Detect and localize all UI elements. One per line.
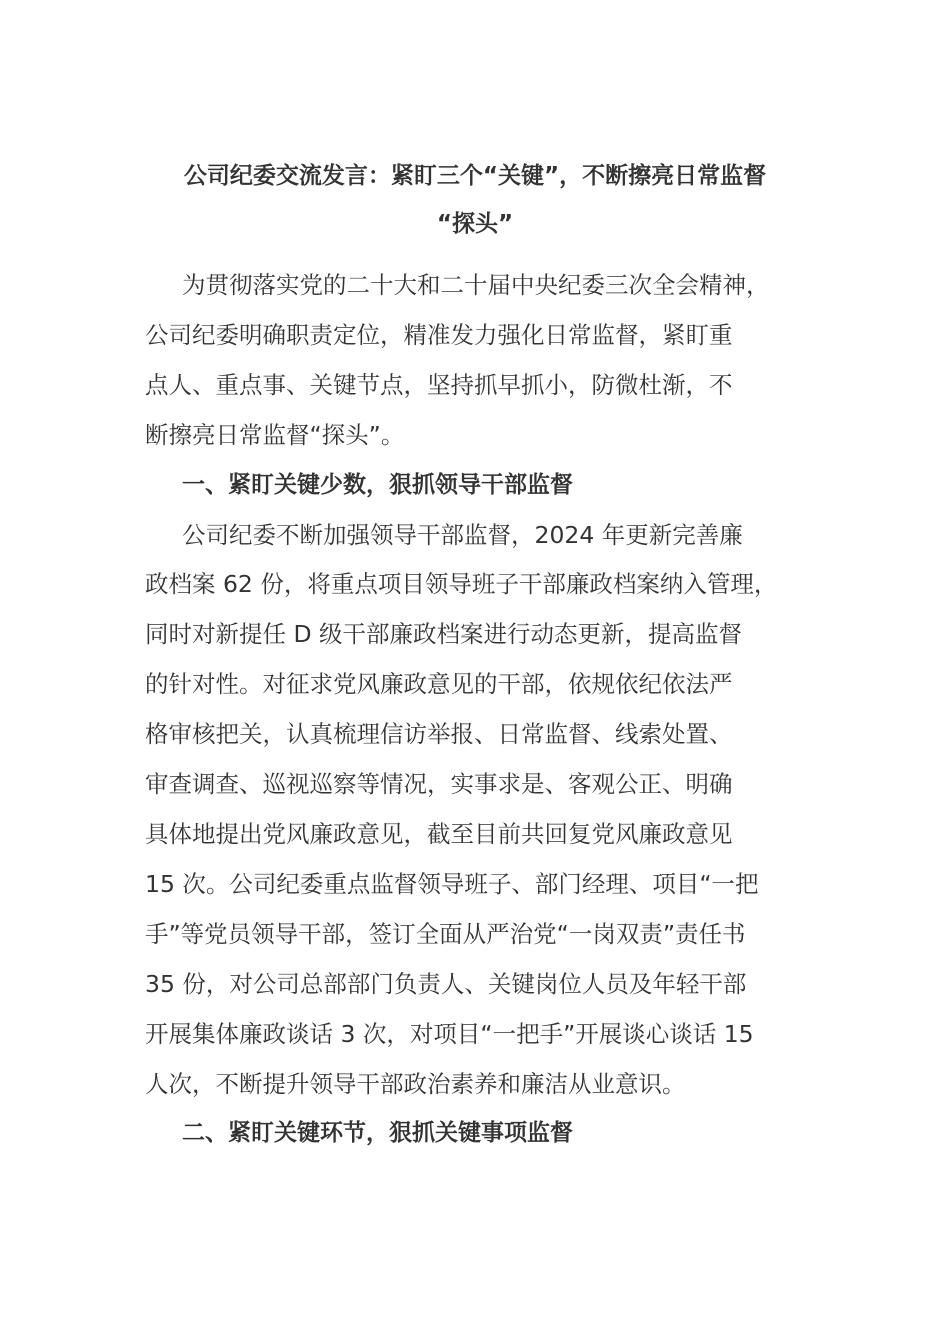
- section-1-line-5: 格审核把关，认真梳理信访举报、日常监督、线索处置、: [145, 720, 733, 749]
- document-body: [145, 261, 835, 1159]
- section-1-line-7: 具体地提出党风廉政意见，截至目前共回复党风廉政意见: [145, 819, 733, 848]
- section-1-line-9: 手”等党员领导干部，签订全面从严治党“一岗双责”责任书: [145, 919, 746, 948]
- section-1-line-11: 开展集体廉政谈话 3 次，对项目“一把手”开展谈心谈话 15: [145, 1019, 754, 1048]
- intro-line-4: 断擦亮日常监督“探头”。: [145, 420, 405, 449]
- section-1-heading-text: 一、紧盯关键少数，狠抓领导干部监督: [182, 471, 573, 498]
- section-1-line-1: 公司纪委不断加强领导干部监督，2024 年更新完善廉: [182, 520, 743, 549]
- section-1-line-4: 的针对性。对征求党风廉政意见的干部，依规依纪依法严: [145, 670, 733, 699]
- section-1-line-10: 35 份，对公司总部部门负责人、关键岗位人员及年轻干部: [145, 969, 747, 998]
- section-1-line-6: 审查调查、巡视巡察等情况，实事求是、客观公正、明确: [145, 770, 733, 799]
- section-1-line-8: 15 次。公司纪委重点监督领导班子、部门经理、项目“一把: [145, 869, 759, 898]
- intro-paragraph: [145, 261, 835, 461]
- intro-line-1: 为贯彻落实党的二十大和二十届中央纪委三次全会精神，: [182, 271, 770, 299]
- intro-line-3: 点人、重点事、关键节点，坚持抓早抓小，防微杜渐，不: [145, 370, 733, 399]
- section-2-heading: [145, 1109, 835, 1159]
- section-1-heading: [145, 461, 835, 511]
- title-line-2: “探头”: [436, 211, 514, 237]
- section-2-heading-text: 二、紧盯关键环节，狠抓关键事项监督: [182, 1120, 573, 1147]
- intro-line-2: 公司纪委明确职责定位，精准发力强化日常监督，紧盯重: [145, 320, 733, 349]
- title-line-1: 公司纪委交流发言：紧盯三个“关键”，不断擦亮日常监督: [183, 163, 767, 189]
- section-1-line-3: 同时对新提任 D 级干部廉政档案进行动态更新，提高监督: [145, 620, 743, 649]
- section-1-line-12: 人次，不断提升领导干部政治素养和廉洁从业意识。: [145, 1069, 686, 1098]
- document-title: [145, 152, 805, 248]
- section-1-line-2: 政档案 62 份，将重点项目领导班子干部廉政档案纳入管理，: [145, 570, 778, 599]
- section-1-paragraph: [145, 511, 835, 1110]
